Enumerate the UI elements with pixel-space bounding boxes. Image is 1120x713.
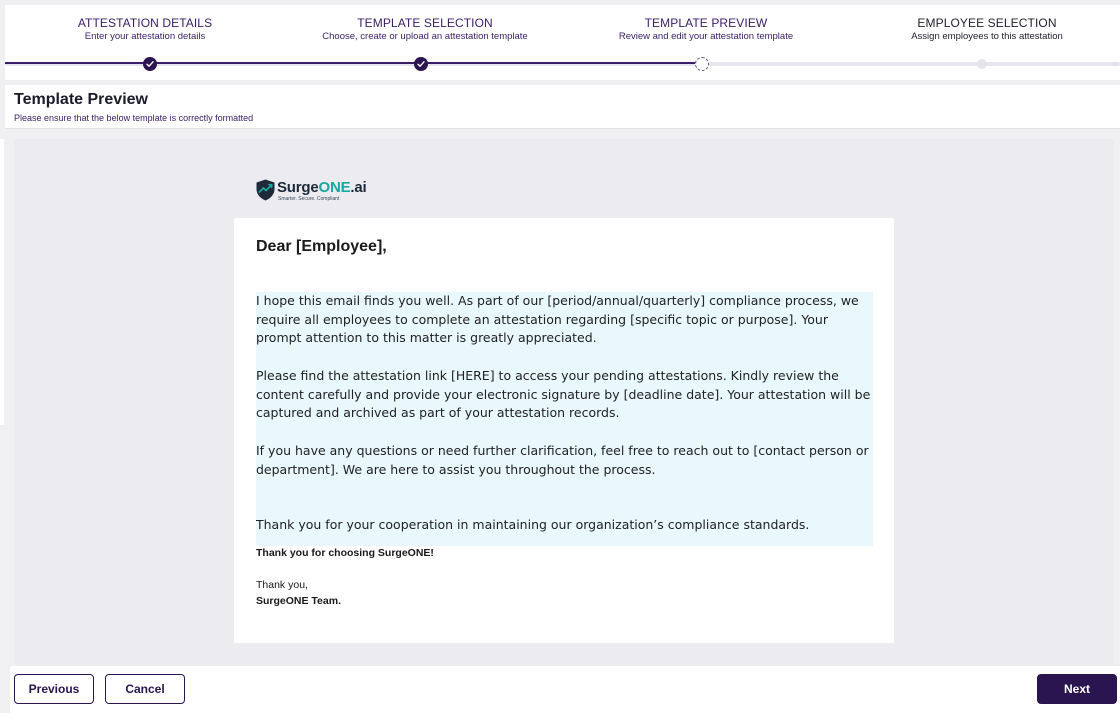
logo-tagline: Smarter. Secure. Compliant (278, 196, 340, 202)
step-subtitle: Enter your attestation details (84, 31, 206, 42)
step-complete-check-icon (414, 57, 428, 71)
email-template-card[interactable] (234, 218, 894, 643)
logo-wordmark (277, 179, 367, 196)
step-title: TEMPLATE SELECTION (357, 16, 493, 30)
email-paragraph-3: If you have any questions or need further clarification, feel free to reach out to [contact person or department]. We are here to assist you throughout the process. (256, 443, 869, 477)
step-subtitle: Choose, create or upload an attestation template (322, 31, 528, 42)
step-pending-indicator-icon (977, 59, 987, 69)
page-title: Template Preview (14, 91, 148, 108)
email-paragraph-4: Thank you for your cooperation in maintaining our organization’s compliance standards. (256, 517, 810, 532)
email-signoff: Thank you, (256, 579, 308, 591)
email-closing-line: Thank you for choosing SurgeONE! (256, 547, 434, 559)
progress-stepper (5, 5, 1120, 80)
step-title: TEMPLATE PREVIEW (644, 16, 768, 30)
logo-wordmark-suffix: .ai (350, 179, 367, 196)
step-complete-check-icon (143, 57, 157, 71)
step-subtitle: Assign employees to this attestation (911, 31, 1063, 42)
previous-button[interactable]: Previous (14, 674, 94, 704)
step-title: ATTESTATION DETAILS (77, 16, 213, 30)
template-preview-area (14, 139, 1114, 664)
step-employee-selection[interactable] (847, 17, 1120, 43)
email-greeting: Dear [Employee], (256, 238, 387, 255)
page-header (5, 85, 1120, 129)
step-attestation-details[interactable] (5, 17, 285, 43)
email-paragraph-1: I hope this email finds you well. As part of our [period/annual/quarterly] compliance process, we require all employees to complete an attestation regarding [specific topic or purpose]. Your prompt attention to this matter is greatly appreciated. (256, 293, 859, 346)
step-current-indicator-icon (695, 57, 709, 71)
progress-track-fill (5, 62, 700, 64)
shield-logo-icon (256, 179, 275, 201)
step-template-selection[interactable] (285, 17, 565, 43)
logo-wordmark-highlight: ONE (318, 179, 351, 196)
email-paragraph-2: Please find the attestation link [HERE] to access your pending attestations. Kindly review the content carefully and provide your electronic signature by [deadline date]. Your attestation will be captured and archived as part of your attestation records. (256, 368, 871, 421)
footer-actions (10, 666, 1120, 713)
step-subtitle: Review and edit your attestation template (618, 31, 794, 42)
email-body-editable-region[interactable] (256, 292, 873, 546)
cancel-button[interactable]: Cancel (105, 674, 185, 704)
step-title: EMPLOYEE SELECTION (917, 16, 1057, 30)
left-edge-strip (0, 139, 4, 425)
step-template-preview[interactable] (566, 17, 846, 43)
logo-wordmark-prefix: Surge (277, 179, 319, 196)
page-subtitle: Please ensure that the below template is correctly formatted (14, 113, 254, 123)
next-button[interactable]: Next (1037, 674, 1117, 704)
email-signature: SurgeONE Team. (256, 595, 341, 607)
